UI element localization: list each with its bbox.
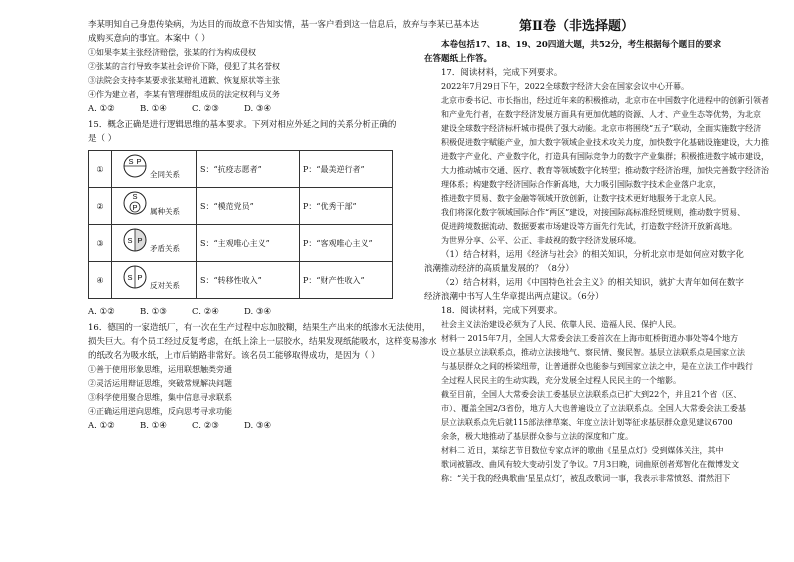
sub-question-line: 浪潮推动经济的高质量发展的？（8分） xyxy=(424,264,574,274)
material-line: 全过程人民民主的生动实践，充分发展全过程人民民主的一个缩影。 xyxy=(441,376,681,385)
answer-choice: D. ③④ xyxy=(244,307,272,317)
option-line: ①善于使用形象思维，运用联想触类旁通 xyxy=(88,365,232,374)
relation-type-label: 全同关系 xyxy=(150,170,180,179)
relation-diagram-cell xyxy=(112,262,197,299)
stem-line: 成购买意向的事宜。本案中（ ） xyxy=(88,34,210,44)
relation-type-label: 矛盾关系 xyxy=(150,244,180,253)
label-s: S xyxy=(127,236,133,245)
row-number: ③ xyxy=(89,225,112,262)
sub-question-line: 经济浪潮中书写人生华章提出两点建议。（6分） xyxy=(424,292,604,302)
answer-choice: B. ①④ xyxy=(140,104,167,114)
table-row xyxy=(89,225,393,262)
stem-line: 是（ ） xyxy=(88,134,117,144)
label-p: P xyxy=(137,273,143,282)
question-15-stem xyxy=(88,118,397,146)
material-line: 材料二 近日，某综艺节目数位专家点评的歌曲《星星点灯》受到媒体关注，其中 xyxy=(441,446,724,455)
row-number: ② xyxy=(89,188,112,225)
option-line: ①如果李某主张经济赔偿，张某的行为构成侵权 xyxy=(88,48,256,57)
intro-line: 本卷包括17、18、19、20四道大题，共52分，考生根据每个题目的要求 xyxy=(441,40,722,50)
stem-line: 李某明知自己身患传染病，为达目的而故意不告知实情，基一客户看到这一信息后，放弃与李某已基本达 xyxy=(88,20,480,30)
question-18-material xyxy=(424,318,753,486)
concept-s: S：“抗疫志愿者” xyxy=(197,151,300,188)
concept-p: P：“财产性收入” xyxy=(300,262,393,299)
answer-choice: D. ③④ xyxy=(244,104,272,114)
row-number: ④ xyxy=(89,262,112,299)
table-row xyxy=(89,188,393,225)
material-line: 与基层群众之间的桥梁纽带，让普通群众也能参与到国家立法之中，是在立法工作中践行 xyxy=(441,362,753,371)
answer-choice: B. ①③ xyxy=(140,307,167,317)
option-line: ④正确运用逆向思维，反向思考寻求功能 xyxy=(88,407,232,416)
relation-type-label: 属种关系 xyxy=(150,207,180,216)
answer-choice: C. ②③ xyxy=(192,104,219,114)
material-line: 歌词被篡改、曲风有较大变动引发了争议。7月3日晚，词曲原创者郑智化在微博发文 xyxy=(441,460,740,469)
material-line: 积极促进数字赋能产业，加大数字领域企业技术攻关力度，加快数字化基础设施建设，大力推 xyxy=(441,138,769,147)
answer-choice: A. ①② xyxy=(88,104,115,114)
option-line: ④作为建立者，李某有管理群组成员的法定权利与义务 xyxy=(88,90,280,99)
answer-choice: A. ①② xyxy=(88,307,115,317)
label-s: S xyxy=(127,273,133,282)
relation-type-label: 反对关系 xyxy=(150,281,180,290)
question-14-choices xyxy=(88,102,393,116)
material-line: 大力推动城市交通、医疗、教育等领域数字化转型；推动数字经济治理，加快完善数字经济治 xyxy=(441,166,769,175)
question-15-choices xyxy=(88,305,393,319)
sub-question-line: （1）结合材料，运用《经济与社会》的相关知识，分析北京市是如何应对数字化 xyxy=(441,250,744,260)
material-line: 市）、覆盖全国2/3省份，地方人大也普遍设立了立法联系点。全国人大常委会法工委基 xyxy=(441,404,746,413)
question-14-options xyxy=(88,46,393,102)
concept-s: S：“主观唯心主义” xyxy=(197,225,300,262)
question-17-heading: 17．阅读材料，完成下列要求。 xyxy=(441,68,563,78)
answer-choice: B. ①④ xyxy=(140,421,167,431)
relation-diagram-cell xyxy=(112,188,197,225)
material-line: 进数字产业化、产业数字化，打造具有国际竞争力的数字产业集群；积极推进数字城市建设， xyxy=(441,152,769,161)
material-line: 层立法联系点先后就115部法律草案、年度立法计划等征求基层群众意见建议6700 xyxy=(441,418,733,427)
concept-p: P：“优秀干部” xyxy=(300,188,393,225)
stem-line: 16．德国的一家造纸厂，有一次在生产过程中忘加胶糊，结果生产出来的纸渗水无法使用， xyxy=(88,323,431,333)
stem-line: 的纸改名为吸水纸，上市后销路非常好。该名员工能够取得成功，是因为（ ） xyxy=(88,351,380,361)
option-line: ②张某的言行导致李某社会评价下降，侵犯了其名誉权 xyxy=(88,62,280,71)
relation-diagram-cell xyxy=(112,151,197,188)
material-line: 称：“关于我的经典歌曲‘星星点灯’，被乱改歌词一事，我表示非常愤怒、潸然泪下 xyxy=(441,474,731,483)
section-intro xyxy=(424,38,729,66)
material-line: 材料一 2015年7月，全国人大常委会法工委首次在上海市虹桥街道办事处等4个地方 xyxy=(441,334,739,343)
material-line: 我们将深化数字领域国际合作“两区”建设，对接国际高标准经贸规则，推动数字贸易、 xyxy=(441,208,746,217)
label-s: S xyxy=(132,192,138,201)
row-number: ① xyxy=(89,151,112,188)
intro-line: 在答题纸上作答。 xyxy=(424,54,493,64)
material-line: 北京市委书记、市长指出，经过近年来的积极推动，北京市在中国数字化进程中的创新引领者 xyxy=(441,96,769,105)
option-line: ②灵活运用辩证思维，突破常规解决问题 xyxy=(88,379,232,388)
label-p: P xyxy=(132,203,138,212)
option-line: ③法院会支持李某要求张某赔礼道歉、恢复原状等主张 xyxy=(88,76,280,85)
material-line: 推进数字贸易、数字金融等领域开放创新，让数字技术更好地服务于北京人民。 xyxy=(441,194,721,203)
material-line: 为世界分享、公平、公正、非歧视的数字经济发展环境。 xyxy=(441,236,641,245)
option-line: ③科学使用聚合思维，集中信息寻求联系 xyxy=(88,393,232,402)
section-title: 第Ⅱ卷（非选择题） xyxy=(519,19,634,34)
material-line: 促进跨境数据流动、数据要素市场建设等方面先行先试，打造数字经济开放新高地。 xyxy=(441,222,737,231)
material-line: 余条，极大地推动了基层群众参与立法的深度和广度。 xyxy=(441,432,633,441)
table-row xyxy=(89,151,393,188)
concept-relation-table xyxy=(88,150,393,299)
material-line: 建设全球数字经济标杆城市提供了强大动能。北京市将围绕“五子”联动，全面实施数字经济 xyxy=(441,124,762,133)
concept-s: S：“模范党员” xyxy=(197,188,300,225)
material-line: 截至目前，全国人大常委会法工委基层立法联系点已扩大到22个，并且21个省（区、 xyxy=(441,390,742,399)
stem-line: 损失巨大。有个员工经过反复考虑，在纸上涂上一层胶水，结果发现纸能吸水，这样变易渗水 xyxy=(88,337,437,347)
concept-p: P：“最美逆行者” xyxy=(300,151,393,188)
table-row xyxy=(89,262,393,299)
material-line: 和产业先行者，在数字经济发展方面具有更加优越的资源、人才、产业生态等优势，为北京 xyxy=(441,110,761,119)
answer-choice: A. ①② xyxy=(88,421,115,431)
answer-choice: D. ③④ xyxy=(244,421,272,431)
concept-s: S：“转移性收入” xyxy=(197,262,300,299)
question-14-stem xyxy=(88,18,480,46)
question-17-material xyxy=(424,80,769,248)
question-18-heading: 18．阅读材料，完成下列要求。 xyxy=(441,306,563,316)
question-17-sub-1 xyxy=(424,248,744,276)
answer-choice: C. ②④ xyxy=(192,307,219,317)
material-line: 设立基层立法联系点，推动立法接地气、察民情、聚民智。基层立法联系点是国家立法 xyxy=(441,348,745,357)
question-16-options xyxy=(88,363,393,419)
sub-question-line: （2）结合材料，运用《中国特色社会主义》的相关知识，就扩大青年如何在数字 xyxy=(441,278,744,288)
question-16-choices xyxy=(88,419,393,433)
material-line: 2022年7月29日下午，2022全球数字经济大会在国家会议中心开幕。 xyxy=(441,82,689,91)
material-line: 理体系；构建数字经济国际合作新高地，大力吸引国际数字技术企业落户北京， xyxy=(441,180,721,189)
question-16-stem xyxy=(88,321,437,363)
question-17-sub-2 xyxy=(424,276,744,304)
material-line: 社会主义法治建设必须为了人民、依靠人民、造福人民、保护人民。 xyxy=(441,320,681,329)
answer-choice: C. ②③ xyxy=(192,421,219,431)
stem-line: 15．概念正确是进行逻辑思维的基本要求。下列对相应外延之间的关系分析正确的 xyxy=(88,120,397,130)
relation-diagram-cell xyxy=(112,225,197,262)
concept-p: P：“客观唯心主义” xyxy=(300,225,393,262)
label-s: S xyxy=(128,157,134,166)
label-p: P xyxy=(136,157,142,166)
label-p: P xyxy=(137,236,143,245)
right-column xyxy=(424,18,769,486)
